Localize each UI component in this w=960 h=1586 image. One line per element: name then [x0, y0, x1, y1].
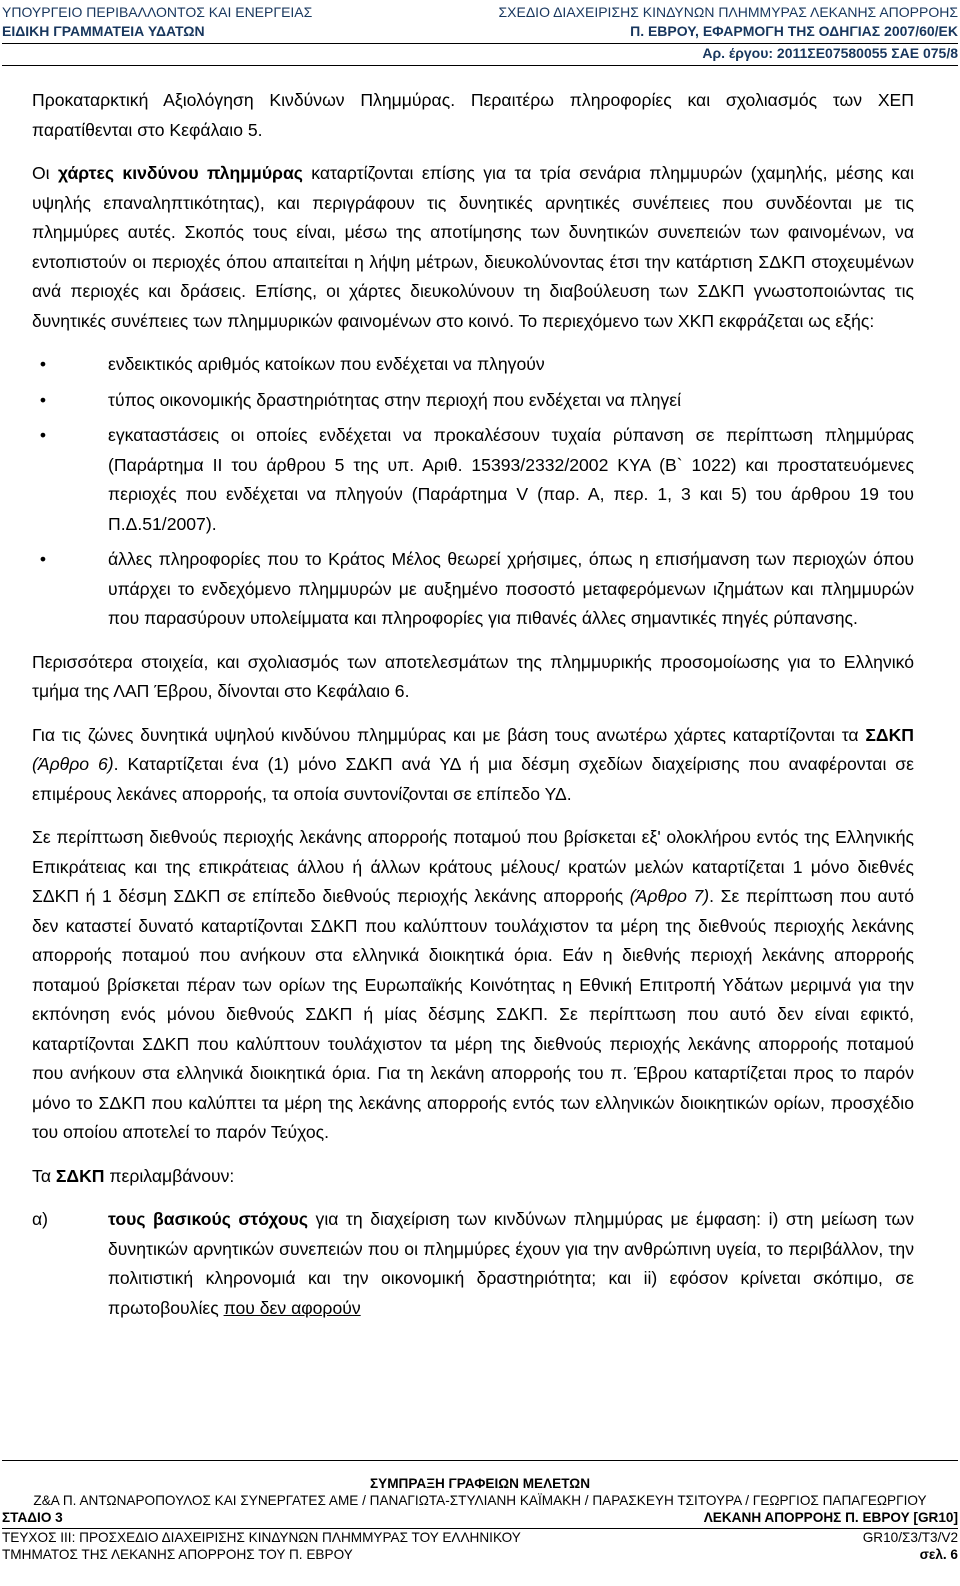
item-label: α) — [32, 1209, 49, 1229]
header-row-2 — [2, 22, 958, 41]
paragraph-1: Προκαταρκτική Αξιολόγηση Κινδύνων Πλημμύρας. Περαιτέρω πληροφορίες και σχολιασμός των ΧΕΠ παρατίθενται στο Κεφάλαιο 5. — [32, 90, 914, 140]
paragraph-4 — [32, 721, 914, 810]
document-body — [32, 86, 914, 1323]
footer-row-volume — [2, 1529, 958, 1546]
list-item — [32, 350, 914, 380]
project-number: Αρ. έργου: 2011ΣΕ07580055 ΣΑΕ 075/8 — [702, 45, 958, 61]
p2-text-a: Οι — [32, 163, 58, 183]
p6-bold-term: ΣΔΚΠ — [55, 1165, 105, 1186]
item-underlined: που δεν αφορούν — [223, 1297, 361, 1318]
item-bold: τους βασικούς στόχους — [108, 1209, 309, 1229]
item-text — [108, 1205, 914, 1323]
p4-text-a: Για τις ζώνες δυνητικά υψηλού κινδύνου πλημμύρας και με βάση τους ανωτέρω χάρτες καταρτίζονται τα — [32, 724, 866, 745]
bullet-list — [32, 350, 914, 634]
bullet-icon: • — [39, 389, 47, 410]
bullet-icon: • — [39, 354, 47, 374]
bullet-text: ενδεικτικός αριθμός κατοίκων που ενδέχεται να πληγούν — [108, 354, 545, 374]
p4-article-ref: (Άρθρο 6) — [32, 754, 114, 774]
ordered-item-a — [32, 1205, 914, 1323]
basin-label: ΛΕΚΑΝΗ ΑΠΟΡΡΟΗΣ Π. ΕΒΡΟΥ [GR10] — [703, 1510, 958, 1525]
p5-text-c: . Σε περίπτωση που αυτό δεν καταστεί δυνατό καταρτίζονται ΣΔΚΠ που καλύπτουν τουλάχιστον τα μέρη της διεθνούς περιοχής λεκάνης απορροής ποταμού που ανήκουν στα ελληνικά διοικητικά όρια. Εάν η διεθνής περιοχή λεκάνης απορροής ποταμού βρίσκεται πέραν των ορίων της Ευρωπαϊκής Κοινότητας η Εθνική Επιτροπή Υδάτων μεριμνά για την εκπόνηση ενός μόνου διεθνούς ΣΔΚΠ ή μίας δέσμης ΣΔΚΠ. Σε περίπτωση που αυτό δεν είναι εφικτό, καταρτίζονται ΣΔΚΠ που καλύπτουν τουλάχιστον τα μέρη της διεθνούς περιοχής λεκάνης απορροής ποταμού που ανήκουν στα ελληνικά διοικητικά όρια. Για τη λεκάνη απορροής του π. Έβρου καταρτίζεται προς το παρόν μόνο το ΣΔΚΠ που καλύπτει τα μέρη της λεκάνης απορροής εντός των ελληνικών διοικητικών ορίων, προσχέδιο του οποίου αποτελεί το παρόν Τεύχος. — [32, 886, 914, 1142]
paragraph-5 — [32, 823, 914, 1148]
p4-text-e: . Καταρτίζεται ένα (1) μόνο ΣΔΚΠ ανά ΥΔ ή μια δέσμη σχεδίων διαχείρισης που αναφέρονται σε επιμέρους λεκάνες απορροής, τα οποία συντονίζονται σε επίπεδο ΥΔ. — [32, 754, 914, 804]
bullet-text: τύπος οικονομικής δραστηριότητας στην περιοχή που ενδέχεται να πληγεί — [108, 389, 681, 410]
footer-row-volume-2 — [2, 1546, 958, 1563]
list-item — [32, 545, 914, 634]
ministry-name: ΥΠΟΥΡΓΕΙΟ ΠΕΡΙΒΑΛΛΟΝΤΟΣ ΚΑΙ ΕΝΕΡΓΕΙΑΣ — [2, 4, 313, 20]
plan-title: ΣΧΕΔΙΟ ΔΙΑΧΕΙΡΙΣΗΣ ΚΙΝΔΥΝΩΝ ΠΛΗΜΜΥΡΑΣ ΛΕΚΑΝΗΣ ΑΠΟΡΡΟΗΣ — [498, 4, 958, 20]
p2-text-c: καταρτίζονται επίσης για τα τρία σενάρια πλημμυρών (χαμηλής, μέσης και υψηλής επαναληπτικότητας), και περιγράφουν τις δυνητικές αρνητικές συνέπειες που συνδέονται με τις πλημμύρες αυτές. Σκοπός τους είναι, μέσω της αποτίμησης των δυνητικών συνεπειών των φαινομένων, να εντοπιστούν οι περιοχές όπου απαιτείται η λήψη μέτρων, διευκολύνοντας έτσι την κατάρτιση ΣΔΚΠ στοχευμένων ανά περιοχές και δράσεις. Επίσης, οι χάρτες διευκολύνουν τη διαβούλευση των ΣΔΚΠ γνωστοποιώντας τις δυνητικές συνέπειες των πλημμυρικών φαινομένων στο κοινό. Το περιεχόμενο των ΧΚΠ εκφράζεται ως εξής: — [32, 163, 914, 331]
p5-text-a: Σε περίπτωση διεθνούς περιοχής λεκάνης απορροής ποταμού που βρίσκεται εξ' ολοκλήρου εντός της Ελληνικής Επικράτειας και της επικράτειας άλλου ή άλλων κράτους μέλους/ κρατών μελών καταρτίζεται 1 μόνο διεθνές ΣΔΚΠ ή 1 δέσμη ΣΔΚΠ σε επίπεδο διεθνούς περιοχής λεκάνης απορροής — [32, 827, 914, 906]
bullet-icon: • — [39, 425, 47, 445]
consortium-members: Ζ&Α Π. ΑΝΤΩΝΑΡΟΠΟΥΛΟΣ ΚΑΙ ΣΥΝΕΡΓΑΤΕΣ ΑΜΕ / ΠΑΝΑΓΙΩΤΑ-ΣΤΥΛΙΑΝΗ ΚΑΪΜΑΚΗ / ΠΑΡΑΣΚΕΥΗ ΤΣΙΤΟΥΡΑ / ΓΕΩΡΓΙΟΣ ΠΑΠΑΓΕΩΡΓΙΟΥ — [33, 1493, 927, 1508]
page-number: σελ. 6 — [919, 1547, 958, 1562]
plan-subtitle: Π. ΕΒΡΟΥ, ΕΦΑΡΜΟΓΗ ΤΗΣ ΟΔΗΓΙΑΣ 2007/60/ΕΚ — [630, 23, 958, 39]
bullet-icon: • — [39, 549, 47, 569]
p6-text-a: Τα — [32, 1165, 56, 1186]
bullet-text: εγκαταστάσεις οι οποίες ενδέχεται να προκαλέσουν τυχαία ρύπανση σε περίπτωση πλημμύρας (Παράρτημα ΙΙ του άρθρου 5 της υπ. Αριθ. 15393/2332/2002 ΚΥΑ (Β` 1022) και προστατευόμενες περιοχές που ενδέχεται να πληγούν (Παράρτημα V (παρ. Α, περ. 1, 3 και 5) του άρθρου 19 του Π.Δ.51/2007). — [108, 425, 914, 534]
volume-title-2: ΤΜΗΜΑΤΟΣ ΤΗΣ ΛΕΚΑΝΗΣ ΑΠΟΡΡΟΗΣ ΤΟΥ Π. ΕΒΡΟΥ — [2, 1547, 353, 1562]
volume-title-1: ΤΕΥΧΟΣ ΙΙΙ: ΠΡΟΣΧΕΔΙΟ ΔΙΑΧΕΙΡΙΣΗΣ ΚΙΝΔΥΝΩΝ ΠΛΗΜΜΥΡΑΣ ΤΟΥ ΕΛΛΗΝΙΚΟΥ — [2, 1530, 521, 1545]
item-body: για τη διαχείριση των κινδύνων πλημμύρας με έμφαση: i) στη μείωση των δυνητικών αρνητικών συνεπειών που οι πλημμύρες έχουν για την ανθρώπινη υγεία, το περιβάλλον, την πολιτιστική κληρονομιά και την οικονομική δραστηριότητα; και ii) εφόσον κρίνεται σκόπιμο, σε πρωτοβουλίες — [108, 1209, 914, 1318]
list-item — [32, 386, 914, 416]
header-divider-2 — [2, 65, 958, 66]
consortium-title: ΣΥΜΠΡΑΞΗ ΓΡΑΦΕΙΩΝ ΜΕΛΕΤΩΝ — [369, 1476, 591, 1491]
bullet-text: άλλες πληροφορίες που το Κράτος Μέλος θεωρεί χρήσιμες, όπως η επισήμανση των περιοχών όπου υπάρχει το ενδεχόμενο πλημμυρών με αυξημένο ποσοστό μεταφερόμενων ιζημάτων και πλημμυρών που παρασύρουν υπολείμματα και πληροφορίες για πιθανές άλλες σημαντικές πηγές ρύπανσης. — [108, 549, 914, 628]
paragraph-3: Περισσότερα στοιχεία, και σχολιασμός των αποτελεσμάτων της πλημμυρικής προσομοίωσης για το Ελληνικό τμήμα της ΛΑΠ Έβρου, δίνονται στο Κεφάλαιο 6. — [32, 651, 914, 701]
footer-row-stage — [2, 1509, 958, 1526]
volume-code: GR10/Σ3/Τ3/V2 — [862, 1530, 958, 1545]
header-row-1 — [2, 3, 958, 22]
page-footer — [2, 1460, 958, 1563]
p2-bold-term: χάρτες κινδύνου πλημμύρας — [57, 163, 303, 183]
p6-text-c: περιλαμβάνουν: — [104, 1165, 235, 1186]
stage-label: ΣΤΑΔΙΟ 3 — [2, 1510, 63, 1525]
secretariat-name: ΕΙΔΙΚΗ ΓΡΑΜΜΑΤΕΙΑ ΥΔΑΤΩΝ — [2, 23, 205, 39]
p4-bold-term: ΣΔΚΠ — [865, 724, 914, 745]
list-item — [32, 421, 914, 539]
p5-article-ref: (Άρθρο 7) — [629, 886, 710, 906]
footer-divider — [2, 1460, 958, 1461]
paragraph-2 — [32, 159, 914, 336]
page-header — [2, 3, 958, 66]
paragraph-6 — [32, 1162, 914, 1192]
